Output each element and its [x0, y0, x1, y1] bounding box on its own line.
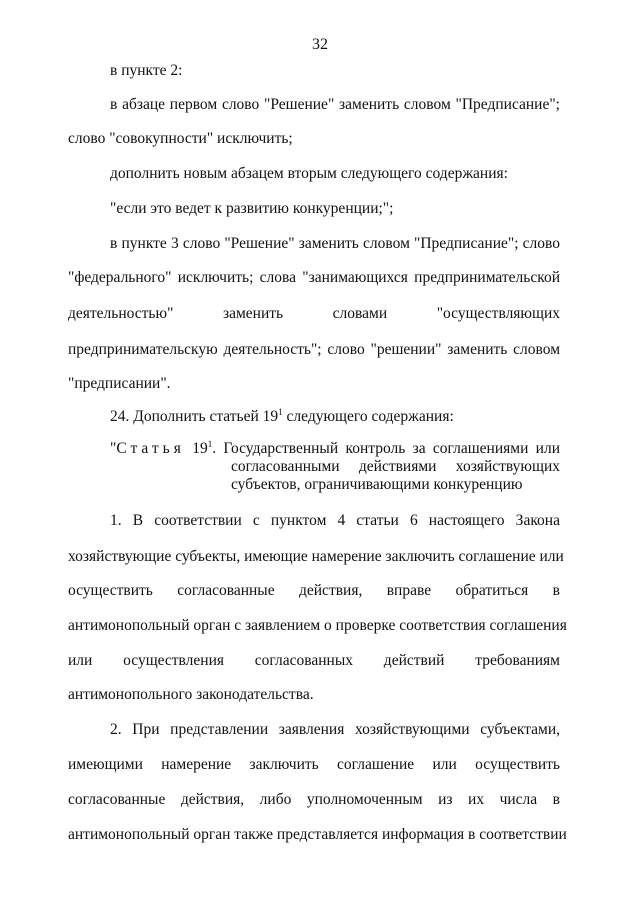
article-title-line: субъектов, ограничивающими конкуренцию [231, 476, 523, 493]
text-line: осуществить согласованные действия, вправе обратиться в [68, 582, 560, 599]
text-line: "федерального" исключить; слова "занимающихся предпринимательской [68, 269, 560, 286]
article-word: Статья [116, 440, 185, 457]
text-line: согласованные действия, либо уполномоченным из их числа в [68, 791, 560, 808]
text-line: в абзаце первом слово "Решение" заменить словом "Предписание"; [110, 96, 560, 113]
article-number: 19 [184, 440, 208, 457]
text-line: деятельностью" заменить словами "осуществляющих [68, 305, 560, 322]
text-line: имеющими намерение заключить соглашение или осуществить [68, 756, 560, 773]
text-line: хозяйствующие субъекты, имеющие намерение заключить соглашение или [68, 548, 564, 565]
text-line: "если это ведет к развитию конкуренции;"; [110, 200, 394, 217]
text-line: предпринимательскую деятельность"; слово "решении" заменить словом [68, 341, 560, 358]
quote-mark: " [110, 440, 117, 457]
text-fragment: 24. Дополнить статьей 19 [110, 408, 279, 425]
text-line [110, 408, 454, 426]
text-line: "предписании". [68, 375, 171, 392]
text-line: 1. В соответствии с пунктом 4 статьи 6 настоящего Закона [110, 512, 560, 529]
article-title-line [110, 440, 560, 458]
text-fragment: следующего содержания: [282, 408, 454, 425]
superscript: 1 [278, 406, 283, 417]
text-line: антимонопольного законодательства. [68, 686, 314, 703]
text-line: дополнить новым абзацем вторым следующего содержания: [110, 165, 508, 182]
superscript: 1 [207, 438, 213, 449]
article-title-line: согласованными действиями хозяйствующих [231, 458, 560, 475]
text-line: в пункте 2: [110, 62, 183, 79]
page-number: 32 [312, 36, 328, 53]
text-line: слово "совокупности" исключить; [68, 130, 293, 147]
text-line: антимонопольный орган также представляется информация в соответствии [68, 826, 567, 843]
text-line: 2. При представлении заявления хозяйствующими субъектами, [110, 721, 560, 738]
text-line: или осуществления согласованных действий требованиям [68, 652, 560, 669]
text-line: антимонопольный орган с заявлением о проверке соответствия соглашения [68, 617, 567, 634]
article-title-continuation [110, 458, 560, 494]
article-heading [110, 440, 560, 494]
text-line: в пункте 3 слово "Решение" заменить словом "Предписание"; слово [110, 235, 560, 252]
article-title-text: . Государственный контроль за соглашениями или [212, 440, 561, 457]
